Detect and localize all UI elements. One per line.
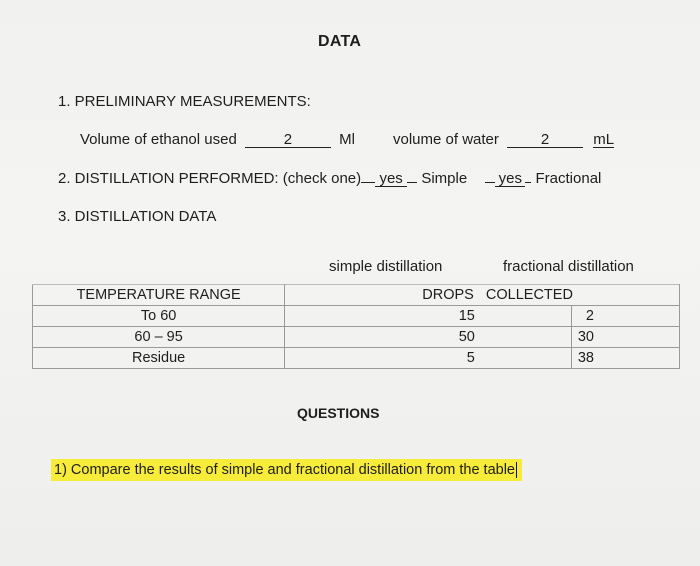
simple-drops-cell: 15 [285, 306, 572, 327]
table-row [33, 306, 680, 327]
col-simple-label: simple distillation [329, 258, 443, 275]
range-cell: Residue [33, 348, 285, 369]
simple-check: yes [375, 171, 407, 187]
water-row [393, 131, 614, 148]
fractional-check: yes [495, 171, 525, 187]
text-cursor [516, 462, 517, 478]
range-cell: To 60 [33, 306, 285, 327]
ethanol-unit: Ml [339, 131, 355, 148]
ethanol-label: Volume of ethanol used [80, 131, 237, 148]
section-1-label: 1. PRELIMINARY MEASUREMENTS: [58, 93, 311, 110]
range-cell: 60 – 95 [33, 327, 285, 348]
water-unit: mL [593, 131, 615, 148]
header-temperature-range: TEMPERATURE RANGE [33, 285, 285, 306]
questions-heading: QUESTIONS [297, 405, 380, 421]
water-value: 2 [507, 132, 583, 148]
page-title: DATA [318, 33, 362, 50]
fractional-drops-cell: 38 [571, 348, 679, 369]
ethanol-row [80, 131, 355, 148]
simple-drops-cell: 5 [285, 348, 572, 369]
section-2-label: 2. DISTILLATION PERFORMED: (check one) [58, 170, 362, 187]
question-1-highlight[interactable] [51, 459, 522, 481]
header-drops-collected: DROPS COLLECTED [285, 285, 680, 306]
table-header-row [33, 285, 680, 306]
distillation-table [32, 284, 680, 369]
water-label: volume of water [393, 131, 499, 148]
section-3-label: 3. DISTILLATION DATA [58, 208, 217, 225]
fractional-drops-cell: 30 [571, 327, 679, 348]
fractional-label: Fractional [535, 170, 602, 187]
simple-label: Simple [421, 170, 468, 187]
simple-drops-cell: 50 [285, 327, 572, 348]
table-row [33, 348, 680, 369]
ethanol-value: 2 [245, 132, 331, 148]
table-row [33, 327, 680, 348]
fractional-drops-cell: 2 [571, 306, 679, 327]
question-1-text: 1) Compare the results of simple and fractional distillation from the table [54, 462, 515, 478]
section-2-row [58, 170, 601, 187]
col-fractional-label: fractional distillation [503, 258, 634, 275]
